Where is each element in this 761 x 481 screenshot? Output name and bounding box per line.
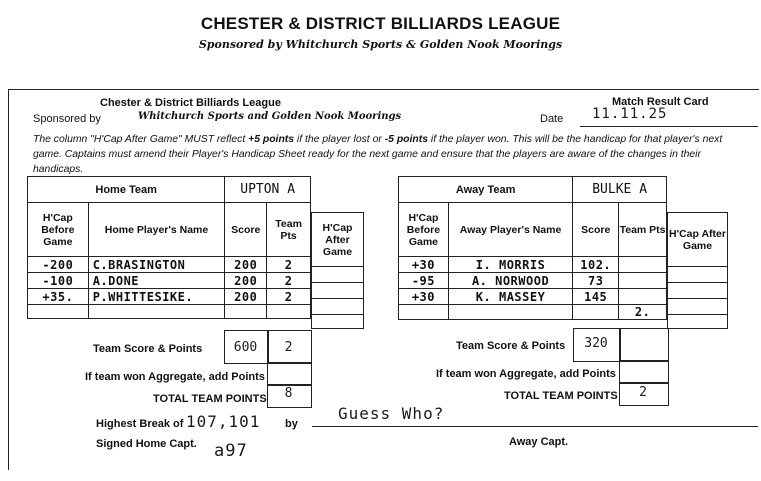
away-player-name-cell[interactable]	[448, 305, 572, 320]
away-team-score-value: 320	[584, 336, 608, 351]
away-pts-cell[interactable]: 2.	[619, 305, 667, 320]
home-hcap-after-cell[interactable]	[312, 267, 364, 283]
home-hcap-cell[interactable]: +35.	[28, 289, 89, 305]
home-col-player: Home Player's Name	[88, 203, 225, 257]
by-field-line[interactable]	[312, 426, 758, 427]
away-col-team-pts: Team Pts	[619, 203, 667, 257]
away-team-score-label: Team Score & Points	[456, 340, 566, 352]
home-col-team-pts: Team Pts	[267, 203, 311, 257]
away-col-score: Score	[573, 203, 619, 257]
home-player-name-cell[interactable]: C.BRASINGTON	[88, 257, 225, 273]
away-hcap-cell[interactable]: +30	[399, 257, 449, 273]
away-col-hcap-before: H'Cap Before Game	[399, 203, 449, 257]
away-hcap-cell[interactable]: -95	[399, 273, 449, 289]
note-plus: +5 points	[248, 134, 295, 145]
away-player-name-cell[interactable]: A. NORWOOD	[448, 273, 572, 289]
away-player-row	[399, 305, 667, 320]
away-hcap-after-cell[interactable]	[668, 315, 728, 329]
away-aggregate-box[interactable]	[619, 360, 669, 384]
league-title: CHESTER & DISTRICT BILLIARDS LEAGUE	[200, 14, 561, 33]
home-pts-cell[interactable]: 2	[267, 257, 311, 273]
handicap-instructions	[33, 132, 745, 177]
away-col-hcap-after: H'Cap After Game	[668, 213, 728, 267]
home-col-hcap-before: H'Cap Before Game	[28, 203, 89, 257]
home-total-label: TOTAL TEAM POINTS	[153, 393, 267, 405]
home-team-name[interactable]: UPTON A	[225, 177, 311, 203]
away-player-name-cell[interactable]: I. MORRIS	[448, 257, 572, 273]
home-pts-cell[interactable]: 2	[267, 273, 311, 289]
home-player-row	[28, 289, 311, 305]
away-aggregate-label: If team won Aggregate, add Points	[436, 368, 616, 380]
home-col-hcap-after: H'Cap After Game	[312, 213, 364, 267]
home-team-score-label: Team Score & Points	[93, 343, 203, 355]
home-pts-cell[interactable]	[267, 305, 311, 319]
highest-break-label: Highest Break of	[96, 418, 184, 430]
away-col-player: Away Player's Name	[448, 203, 572, 257]
home-player-row	[28, 305, 311, 319]
card-title: Chester & District Billiards League	[100, 97, 281, 109]
away-hcap-cell[interactable]	[399, 305, 449, 320]
away-pts-cell[interactable]	[619, 257, 667, 273]
away-team-name[interactable]: BULKE A	[573, 177, 667, 203]
note-part2: if the player lost or	[294, 134, 385, 145]
away-player-name-cell[interactable]: K. MASSEY	[448, 289, 572, 305]
home-hcap-cell[interactable]: -100	[28, 273, 89, 289]
away-total-label: TOTAL TEAM POINTS	[504, 390, 618, 402]
home-team-table	[27, 176, 311, 319]
away-team-points-box[interactable]	[619, 328, 669, 362]
away-pts-cell[interactable]	[619, 273, 667, 289]
note-part1: The column "H'Cap After Game" MUST reflect	[33, 134, 249, 145]
away-player-row	[399, 257, 667, 273]
home-hcap-cell[interactable]	[28, 305, 89, 319]
away-total-value: 2	[639, 385, 647, 400]
home-total-value: 8	[284, 386, 293, 401]
home-player-name-cell[interactable]: P.WHITTESIKE.	[88, 289, 225, 305]
home-team-points-value: 2	[284, 340, 293, 355]
home-score-cell[interactable]	[225, 305, 267, 319]
home-hcap-after-cell[interactable]	[312, 315, 364, 329]
home-aggregate-label: If team won Aggregate, add Points	[85, 371, 265, 383]
home-player-name-cell[interactable]	[88, 305, 225, 319]
by-value[interactable]: Guess Who?	[338, 404, 445, 423]
away-capt-label: Away Capt.	[509, 436, 569, 448]
highest-break-value[interactable]: 107,101	[186, 412, 261, 431]
home-team-label: Home Team	[28, 177, 225, 203]
away-team-label: Away Team	[399, 177, 573, 203]
away-score-cell[interactable]: 102.	[573, 257, 619, 273]
home-capt-signature[interactable]: a97	[214, 441, 248, 461]
league-sponsor-line: Sponsored by Whitchurch Sports & Golden Nook Moorings	[198, 38, 563, 51]
home-hcap-after-table	[311, 212, 364, 329]
sponsored-by-label: Sponsored by	[33, 113, 101, 125]
note-part3: if the player won. This will be the handicap for that player's next game. Captains must amend their Player's Handicap Sheet ready for the next game and ensure that the players are aware of the changes in their handicaps.	[33, 134, 723, 175]
sponsor-name: Whitchurch Sports and Golden Nook Moorings	[138, 111, 402, 122]
away-player-row	[399, 289, 667, 305]
away-hcap-after-cell[interactable]	[668, 283, 728, 299]
home-team-score-value: 600	[233, 340, 258, 355]
away-hcap-after-cell[interactable]	[668, 299, 728, 315]
away-score-cell[interactable]: 145	[573, 289, 619, 305]
home-hcap-after-cell[interactable]	[312, 283, 364, 299]
home-score-cell[interactable]: 200	[225, 257, 267, 273]
home-score-cell[interactable]: 200	[225, 289, 267, 305]
home-player-name-cell[interactable]: A.DONE	[88, 273, 225, 289]
signed-home-capt-label: Signed Home Capt.	[96, 438, 197, 450]
date-value[interactable]: 11.11.25	[592, 106, 668, 122]
away-player-row	[399, 273, 667, 289]
date-label: Date	[540, 113, 564, 125]
note-minus: -5 points	[384, 134, 428, 145]
away-score-cell[interactable]	[573, 305, 619, 320]
home-hcap-cell[interactable]: -200	[28, 257, 89, 273]
match-result-card-label: Match Result Card	[612, 96, 709, 108]
home-score-cell[interactable]: 200	[225, 273, 267, 289]
home-player-row	[28, 257, 311, 273]
by-label: by	[285, 418, 298, 430]
home-col-score: Score	[225, 203, 267, 257]
away-pts-cell[interactable]	[619, 289, 667, 305]
home-player-row	[28, 273, 311, 289]
home-pts-cell[interactable]: 2	[267, 289, 311, 305]
away-hcap-after-cell[interactable]	[668, 267, 728, 283]
home-hcap-after-cell[interactable]	[312, 299, 364, 315]
away-hcap-after-table	[667, 212, 728, 329]
date-field-line[interactable]	[580, 126, 758, 127]
home-aggregate-box[interactable]	[267, 362, 312, 386]
away-hcap-cell[interactable]: +30	[399, 289, 449, 305]
away-team-table	[398, 176, 667, 320]
away-score-cell[interactable]: 73	[573, 273, 619, 289]
